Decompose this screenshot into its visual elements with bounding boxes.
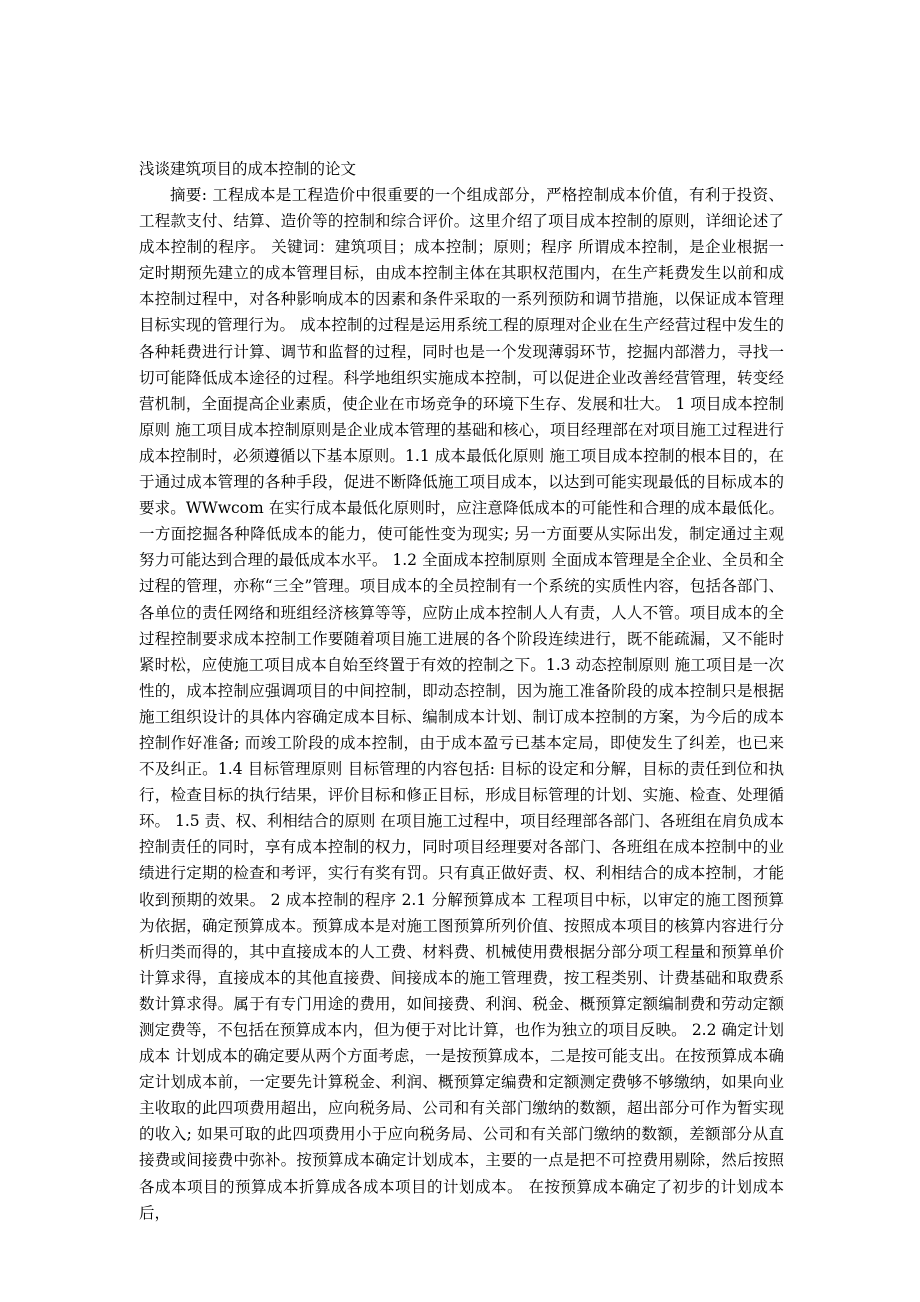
document-title: 浅谈建筑项目的成本控制的论文 — [139, 160, 357, 178]
document-body-paragraph: 摘要: 工程成本是工程造价中很重要的一个组成部分，严格控制成本价值，有利于投资、工程款支付、结算、造价等的控制和综合评价。这里介绍了项目成本控制的原则，详细论述了成本控制的程序。 关键词：建筑项目；成本控制；原则；程序 所谓成本控制，是企业根据一定时期预先建立的成本管理目标，由成本控制主体在其职权范围内，在生产耗费发生以前和成本控制过程中，对各种影响成本的因素和条件采取的一系列预防和调节措施，以保证成本管理目标实现的管理行为。 成本控制的过程是运用系统工程的原理对企业在生产经营过程中发生的各种耗费进行计算、调节和监督的过程，同时也是一个发现薄弱环节，挖掘内部潜力，寻找一切可能降低成本途径的过程。科学地组织实施成本控制，可以促进企业改善经营管理，转变经营机制，全面提高企业素质，使企业在市场竞争的环境下生存、发展和壮大。 1 项目成本控制原则 施工项目成本控制原则是企业成本管理的基础和核心，项目经理部在对项目施工过程进行成本控制时，必须遵循以下基本原则。1.1 成本最低化原则 施工项目成本控制的根本目的，在于通过成本管理的各种手段，促进不断降低施工项目成本，以达到可能实现最低的目标成本的要求。WWwcom 在实行成本最低化原则时，应注意降低成本的可能性和合理的成本最低化。一方面挖掘各种降低成本的能力，使可能性变为现实; 另一方面要从实际出发，制定通过主观努力可能达到合理的最低成本水平。 1.2 全面成本控制原则 全面成本管理是全企业、全员和全过程的管理，亦称“三全”管理。项目成本的全员控制有一个系统的实质性内容，包括各部门、各单位的责任网络和班组经济核算等等，应防止成本控制人人有责，人人不管。项目成本的全过程控制要求成本控制工作要随着项目施工进展的各个阶段连续进行，既不能疏漏，又不能时紧时松，应使施工项目成本自始至终置于有效的控制之下。1.3 动态控制原则 施工项目是一次性的，成本控制应强调项目的中间控制，即动态控制，因为施工准备阶段的成本控制只是根据施工组织设计的具体内容确定成本目标、编制成本计划、制订成本控制的方案，为今后的成本控制作好准备; 而竣工阶段的成本控制，由于成本盈亏已基本定局，即使发生了纠差，也已来不及纠正。1.4 目标管理原则 目标管理的内容包括: 目标的设定和分解，目标的责任到位和执行，检查目标的执行结果，评价目标和修正目标，形成目标管理的计划、实施、检查、处理循环。 1.5 责、权、利相结合的原则 在项目施工过程中，项目经理部各部门、各班组在肩负成本控制责任的同时，享有成本控制的权力，同时项目经理要对各部门、各班组在成本控制中的业绩进行定期的检查和考评，实行有奖有罚。只有真正做好责、权、利相结合的成本控制，才能收到预期的效果。 2 成本控制的程序 2.1 分解预算成本 工程项目中标，以审定的施工图预算为依据，确定预算成本。预算成本是对施工图预算所列价值、按照成本项目的核算内容进行分析归类而得的，其中直接成本的人工费、材料费、机械使用费根据分部分项工程量和预算单价计算求得，直接成本的其他直接费、间接成本的施工管理费，按工程类别、计费基础和取费系数计算求得。属于有专门用途的费用，如间接费、利润、税金、概预算定额编制费和劳动定额测定费等，不包括在预算成本内，但为便于对比计算，也作为独立的项目反映。 2.2 确定计划成本 计划成本的确定要从两个方面考虑，一是按预算成本，二是按可能支出。在按预算成本确定计划成本前，一定要先计算税金、利润、概预算定编费和定额测定费够不够缴纳，如果向业主收取的此四项费用超出，应向税务局、公司和有关部门缴纳的数额，超出部分可作为暂实现的收入; 如果可取的此四项费用小于应向税务局、公司和有关部门缴纳的数额，差额部分从直接费或间接费中弥补。按预算成本确定计划成本，主要的一点是把不可控费用剔除，然后按照各成本项目的预算成本折算成各成本项目的计划成本。 在按预算成本确定了初步的计划成本后， — [139, 186, 784, 1222]
